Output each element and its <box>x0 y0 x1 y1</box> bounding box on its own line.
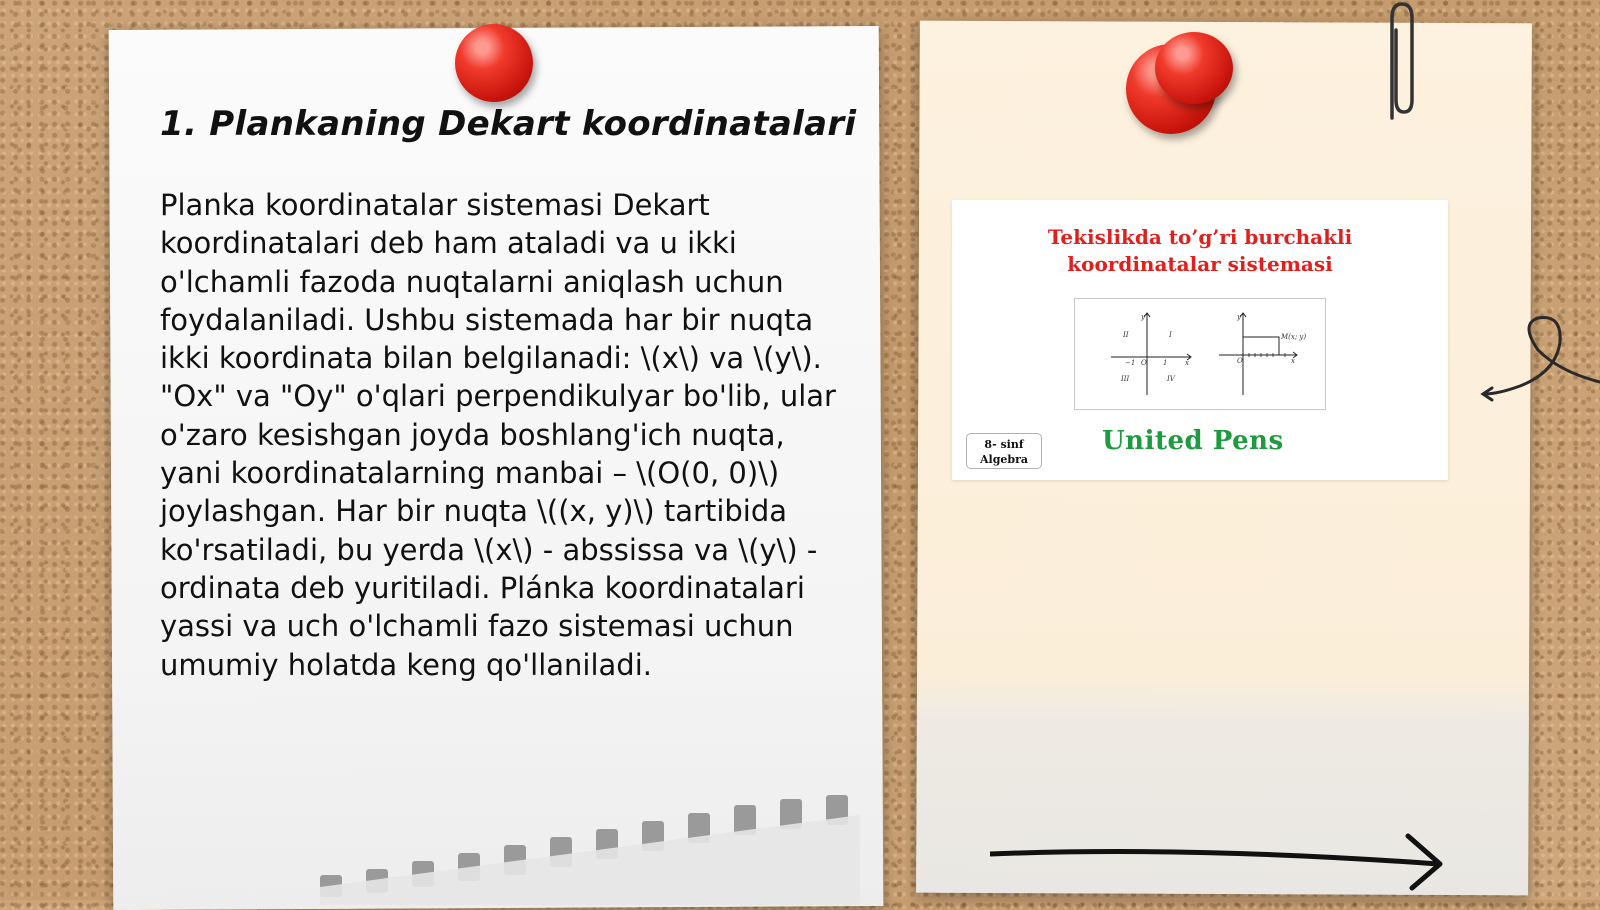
badge-line-1: 8- sinf <box>984 438 1024 451</box>
swirl-arrow-icon <box>1480 310 1600 410</box>
paperclip-icon <box>1380 0 1420 125</box>
grade-badge <box>966 433 1042 469</box>
body-paragraph: Planka koordinatalar sistemasi Dekart koordinatalari deb ham ataladi va u ikki o'lchamli fazoda nuqtalarni aniqlash uchun foydalaniladi. Ushbu sistemada har bir nuqta ikki koordinata bilan belgilanadi: \(x\) va \(y\). "Ox" va "Oy" o'qlari perpendikulyar bo'lib, ular o'zaro kesishgan joyda boshlang'ich nuqta, yani koordinatalarning manbai – \(O(0, 0)\) joylashgan. Har bir nuqta \((x, y)\) tartibida ko'rsatiladi, bu yerda \(x\) - abssissa va \(y\) - ordinata deb yuritiladi. Plánka koordinatalari yassi va uch o'lchamli fazo sistemasi uchun umumiy holatda keng qo'llaniladi. <box>160 188 836 682</box>
quadrant-4-label: IV <box>1167 375 1175 383</box>
point-label: M(x; y) <box>1281 333 1307 341</box>
slide-thumbnail-card <box>952 200 1448 480</box>
origin-label: O <box>1141 359 1147 367</box>
badge-line-2: Algebra <box>979 453 1029 466</box>
quadrant-1-label: I <box>1169 331 1172 339</box>
right-arrow-icon <box>990 832 1450 892</box>
x-axis-label: x <box>1185 359 1189 367</box>
origin-label-2: O <box>1237 357 1243 365</box>
push-pin-icon <box>1155 32 1233 104</box>
push-pin-icon <box>455 24 533 102</box>
quadrant-3-label: III <box>1121 375 1130 383</box>
tick-minus-one-label: −1 <box>1125 359 1136 367</box>
y-axis-label: y <box>1141 313 1145 321</box>
card-title <box>952 224 1448 278</box>
tick-one-label: 1 <box>1163 359 1168 367</box>
quadrant-2-label: II <box>1123 331 1129 339</box>
page-title: 1. Plankaning Dekart koordinatalari <box>160 104 857 144</box>
card-title-line-2: koordinatalar sistemasi <box>1067 252 1333 276</box>
torn-paper-edge <box>320 795 880 905</box>
x-axis-label-2: x <box>1291 357 1295 365</box>
card-title-line-1: Tekislikda to’g’ri burchakli <box>1047 225 1353 249</box>
coordinate-figure <box>1074 298 1326 410</box>
brand-name: United Pens <box>1102 426 1284 456</box>
y-axis-label-2: y <box>1237 313 1241 321</box>
